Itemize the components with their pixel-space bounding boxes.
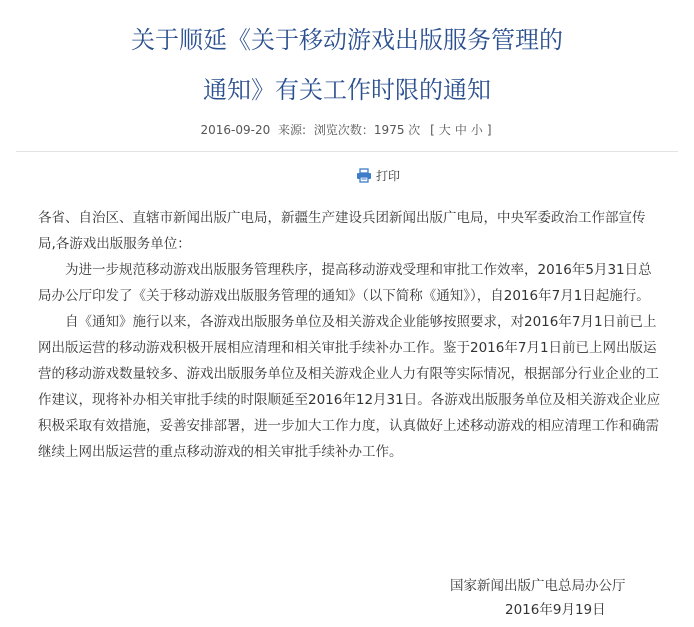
- page-title-line-1: 关于顺延《关于移动游戏出版服务管理的: [131, 26, 563, 54]
- font-size-medium-link[interactable]: 中: [454, 123, 467, 137]
- body-paragraph-2: 自《通知》施行以来，各游戏出版服务单位及相关游戏企业能够按照要求，对2016年7月1日前已上网出版运营的移动游戏积极开展相应清理和相关审批手续补办工作。鉴于2016年7月1日前已上网出版运营的移动游戏数量较多、游戏出版服务单位及相关游戏企业人力有限等实际情况，根据部分行业企业的工作建议，现将补办相关审批手续的时限顺延至2016年12月31日。各游戏出版服务单位及相关游戏企业应积极采取有效措施，妥善安排部署，进一步加大工作力度，认真做好上述移动游戏的相应清理工作和确需继续上网出版运营的重点移动游戏的相关审批手续补办工作。: [38, 314, 661, 460]
- print-label: 打印: [376, 169, 401, 183]
- font-size-bracket-open: [: [430, 123, 435, 137]
- view-count: 浏览次数：1975 次: [313, 123, 421, 137]
- font-size-bracket-close: ]: [486, 123, 492, 137]
- header-divider: [16, 151, 678, 152]
- publish-date: 2016-09-20: [200, 123, 271, 137]
- font-size-large-link[interactable]: 大: [438, 123, 451, 137]
- source-label: 来源:: [278, 123, 307, 137]
- salutation-paragraph: 各省、自治区、直辖市新闻出版广电局，新疆生产建设兵团新闻出版广电局，中央军委政治工作部宣传局,各游戏出版服务单位：: [38, 210, 646, 252]
- article-meta: [0, 121, 694, 139]
- article-body: [38, 205, 662, 465]
- signature-date: 2016年9月19日: [505, 602, 606, 618]
- font-size-small-link[interactable]: 小: [470, 123, 483, 137]
- font-size-switcher: [428, 123, 493, 137]
- signature-org: 国家新闻出版广电总局办公厅: [450, 578, 626, 594]
- print-button[interactable]: [356, 167, 400, 184]
- printer-icon: [356, 168, 372, 183]
- body-paragraph-1: 为进一步规范移动游戏出版服务管理秩序，提高移动游戏受理和审批工作效率，2016年5月31日总局办公厅印发了《关于移动游戏出版服务管理的通知》（以下简称《通知》），自2016年7月1日起施行。: [38, 262, 652, 304]
- page-title-line-2: 通知》有关工作时限的通知: [203, 76, 491, 104]
